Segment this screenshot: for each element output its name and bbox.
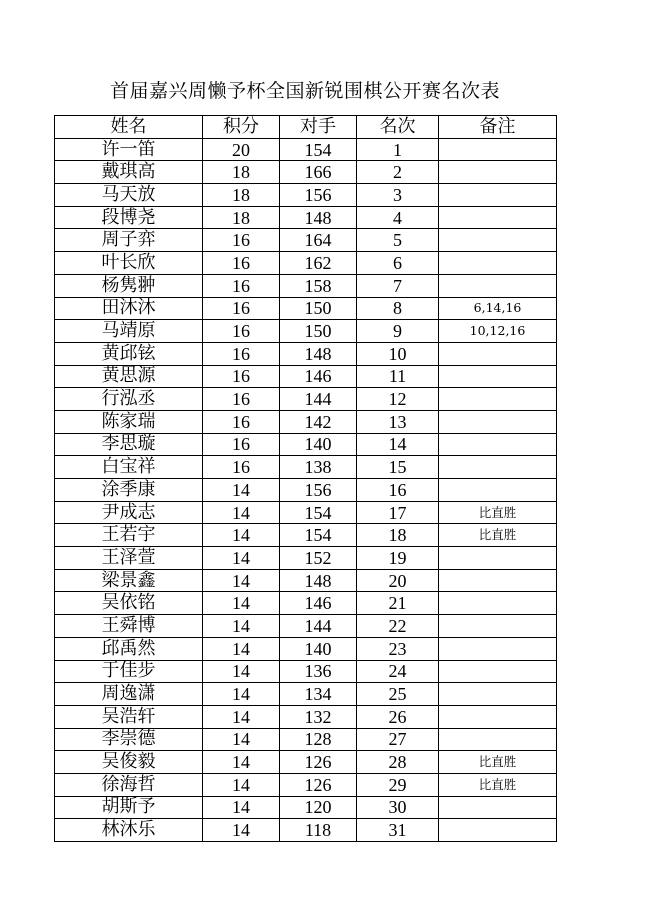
cell-note <box>439 252 557 275</box>
cell-name: 王舜博 <box>55 615 203 638</box>
cell-note: 比直胜 <box>439 751 557 774</box>
cell-opponent: 148 <box>280 342 357 365</box>
table-row <box>55 660 557 683</box>
cell-score: 14 <box>203 479 280 502</box>
cell-opponent: 118 <box>280 819 357 842</box>
cell-score: 14 <box>203 501 280 524</box>
cell-score: 16 <box>203 342 280 365</box>
table-body <box>55 138 557 841</box>
table-row <box>55 410 557 433</box>
cell-note <box>439 410 557 433</box>
cell-opponent: 134 <box>280 683 357 706</box>
cell-note <box>439 683 557 706</box>
table-row <box>55 569 557 592</box>
cell-rank: 28 <box>357 751 439 774</box>
cell-name: 梁景鑫 <box>55 569 203 592</box>
cell-score: 14 <box>203 592 280 615</box>
cell-score: 18 <box>203 184 280 207</box>
cell-score: 20 <box>203 138 280 161</box>
cell-score: 16 <box>203 365 280 388</box>
cell-name: 吴俊毅 <box>55 751 203 774</box>
cell-score: 14 <box>203 569 280 592</box>
cell-name: 邱禹然 <box>55 637 203 660</box>
cell-note: 6,14,16 <box>439 297 557 320</box>
cell-rank: 29 <box>357 773 439 796</box>
cell-note <box>439 592 557 615</box>
cell-score: 16 <box>203 388 280 411</box>
cell-score: 16 <box>203 274 280 297</box>
cell-score: 16 <box>203 320 280 343</box>
cell-rank: 19 <box>357 547 439 570</box>
cell-rank: 31 <box>357 819 439 842</box>
table-row <box>55 342 557 365</box>
table-row <box>55 433 557 456</box>
cell-note <box>439 388 557 411</box>
cell-score: 18 <box>203 161 280 184</box>
cell-score: 14 <box>203 524 280 547</box>
cell-rank: 1 <box>357 138 439 161</box>
cell-opponent: 138 <box>280 456 357 479</box>
cell-rank: 23 <box>357 637 439 660</box>
cell-opponent: 136 <box>280 660 357 683</box>
cell-rank: 6 <box>357 252 439 275</box>
cell-name: 黄邱铉 <box>55 342 203 365</box>
table-row <box>55 206 557 229</box>
cell-name: 行泓丞 <box>55 388 203 411</box>
cell-name: 周子弈 <box>55 229 203 252</box>
header-note: 备注 <box>439 116 557 139</box>
header-score: 积分 <box>203 116 280 139</box>
cell-rank: 10 <box>357 342 439 365</box>
cell-rank: 17 <box>357 501 439 524</box>
cell-rank: 11 <box>357 365 439 388</box>
table-row <box>55 229 557 252</box>
cell-score: 18 <box>203 206 280 229</box>
cell-opponent: 156 <box>280 184 357 207</box>
cell-opponent: 148 <box>280 569 357 592</box>
cell-name: 徐海哲 <box>55 773 203 796</box>
cell-note <box>439 819 557 842</box>
cell-name: 杨隽翀 <box>55 274 203 297</box>
cell-name: 田沐沐 <box>55 297 203 320</box>
cell-name: 胡斯予 <box>55 796 203 819</box>
cell-score: 16 <box>203 410 280 433</box>
cell-opponent: 126 <box>280 773 357 796</box>
cell-opponent: 166 <box>280 161 357 184</box>
cell-opponent: 152 <box>280 547 357 570</box>
cell-opponent: 164 <box>280 229 357 252</box>
cell-note <box>439 342 557 365</box>
table-row <box>55 365 557 388</box>
cell-rank: 18 <box>357 524 439 547</box>
cell-note <box>439 229 557 252</box>
cell-rank: 25 <box>357 683 439 706</box>
cell-score: 14 <box>203 705 280 728</box>
table-row <box>55 751 557 774</box>
cell-rank: 9 <box>357 320 439 343</box>
cell-name: 尹成志 <box>55 501 203 524</box>
cell-opponent: 120 <box>280 796 357 819</box>
cell-rank: 5 <box>357 229 439 252</box>
cell-score: 14 <box>203 728 280 751</box>
table-row <box>55 773 557 796</box>
cell-name: 周逸潇 <box>55 683 203 706</box>
cell-opponent: 144 <box>280 388 357 411</box>
cell-opponent: 142 <box>280 410 357 433</box>
ranking-table <box>54 115 557 842</box>
table-row <box>55 683 557 706</box>
table-row <box>55 161 557 184</box>
table-row <box>55 297 557 320</box>
cell-note: 比直胜 <box>439 524 557 547</box>
table-row <box>55 320 557 343</box>
cell-opponent: 154 <box>280 138 357 161</box>
table-row <box>55 524 557 547</box>
cell-rank: 12 <box>357 388 439 411</box>
cell-rank: 13 <box>357 410 439 433</box>
cell-opponent: 146 <box>280 592 357 615</box>
cell-score: 16 <box>203 297 280 320</box>
cell-name: 叶长欣 <box>55 252 203 275</box>
cell-opponent: 132 <box>280 705 357 728</box>
cell-note <box>439 615 557 638</box>
cell-note: 比直胜 <box>439 773 557 796</box>
cell-opponent: 150 <box>280 320 357 343</box>
table-row <box>55 592 557 615</box>
cell-name: 吴依铭 <box>55 592 203 615</box>
cell-rank: 14 <box>357 433 439 456</box>
cell-name: 涂季康 <box>55 479 203 502</box>
cell-rank: 27 <box>357 728 439 751</box>
cell-note <box>439 637 557 660</box>
table-row <box>55 819 557 842</box>
cell-note <box>439 206 557 229</box>
table-row <box>55 796 557 819</box>
cell-name: 马靖原 <box>55 320 203 343</box>
header-opponent: 对手 <box>280 116 357 139</box>
table-row <box>55 274 557 297</box>
cell-note <box>439 456 557 479</box>
cell-name: 戴琪高 <box>55 161 203 184</box>
cell-rank: 20 <box>357 569 439 592</box>
cell-rank: 4 <box>357 206 439 229</box>
page-title: 首届嘉兴周懒予杯全国新锐围棋公开赛名次表 <box>109 80 500 102</box>
cell-name: 于佳步 <box>55 660 203 683</box>
cell-opponent: 146 <box>280 365 357 388</box>
cell-score: 14 <box>203 683 280 706</box>
cell-rank: 3 <box>357 184 439 207</box>
table-row <box>55 637 557 660</box>
cell-note <box>439 365 557 388</box>
cell-rank: 2 <box>357 161 439 184</box>
header-rank: 名次 <box>357 116 439 139</box>
cell-rank: 21 <box>357 592 439 615</box>
cell-note <box>439 569 557 592</box>
cell-note <box>439 184 557 207</box>
cell-score: 14 <box>203 660 280 683</box>
cell-note <box>439 547 557 570</box>
table-row <box>55 456 557 479</box>
cell-name: 李思璇 <box>55 433 203 456</box>
cell-name: 许一笛 <box>55 138 203 161</box>
cell-rank: 24 <box>357 660 439 683</box>
table-row <box>55 138 557 161</box>
cell-note <box>439 138 557 161</box>
cell-rank: 8 <box>357 297 439 320</box>
cell-opponent: 140 <box>280 637 357 660</box>
cell-name: 白宝祥 <box>55 456 203 479</box>
cell-note <box>439 479 557 502</box>
cell-name: 吴浩轩 <box>55 705 203 728</box>
cell-opponent: 158 <box>280 274 357 297</box>
header-name: 姓名 <box>55 116 203 139</box>
cell-opponent: 154 <box>280 501 357 524</box>
cell-note: 10,12,16 <box>439 320 557 343</box>
table-row <box>55 705 557 728</box>
cell-score: 14 <box>203 796 280 819</box>
cell-opponent: 148 <box>280 206 357 229</box>
cell-name: 陈家瑞 <box>55 410 203 433</box>
cell-rank: 30 <box>357 796 439 819</box>
cell-name: 王泽萱 <box>55 547 203 570</box>
table-header-row <box>55 116 557 139</box>
table-row <box>55 501 557 524</box>
cell-rank: 26 <box>357 705 439 728</box>
cell-rank: 22 <box>357 615 439 638</box>
table-row <box>55 615 557 638</box>
cell-score: 14 <box>203 819 280 842</box>
cell-name: 马天放 <box>55 184 203 207</box>
table-row <box>55 728 557 751</box>
cell-note <box>439 728 557 751</box>
cell-score: 14 <box>203 751 280 774</box>
cell-note <box>439 705 557 728</box>
cell-score: 14 <box>203 547 280 570</box>
cell-rank: 15 <box>357 456 439 479</box>
cell-name: 黄思源 <box>55 365 203 388</box>
table-row <box>55 388 557 411</box>
cell-opponent: 154 <box>280 524 357 547</box>
cell-name: 段博尧 <box>55 206 203 229</box>
cell-opponent: 128 <box>280 728 357 751</box>
cell-rank: 16 <box>357 479 439 502</box>
cell-opponent: 126 <box>280 751 357 774</box>
cell-score: 16 <box>203 229 280 252</box>
table-row <box>55 479 557 502</box>
cell-name: 李崇德 <box>55 728 203 751</box>
cell-opponent: 140 <box>280 433 357 456</box>
cell-note <box>439 433 557 456</box>
cell-score: 14 <box>203 637 280 660</box>
cell-opponent: 150 <box>280 297 357 320</box>
cell-score: 16 <box>203 456 280 479</box>
cell-score: 14 <box>203 615 280 638</box>
table-row <box>55 252 557 275</box>
cell-opponent: 162 <box>280 252 357 275</box>
cell-note <box>439 660 557 683</box>
cell-score: 16 <box>203 433 280 456</box>
table-row <box>55 184 557 207</box>
cell-score: 14 <box>203 773 280 796</box>
table-row <box>55 547 557 570</box>
cell-score: 16 <box>203 252 280 275</box>
cell-rank: 7 <box>357 274 439 297</box>
cell-note <box>439 274 557 297</box>
cell-note <box>439 161 557 184</box>
cell-opponent: 144 <box>280 615 357 638</box>
cell-opponent: 156 <box>280 479 357 502</box>
cell-note: 比直胜 <box>439 501 557 524</box>
cell-name: 王若宇 <box>55 524 203 547</box>
cell-note <box>439 796 557 819</box>
cell-name: 林沐乐 <box>55 819 203 842</box>
